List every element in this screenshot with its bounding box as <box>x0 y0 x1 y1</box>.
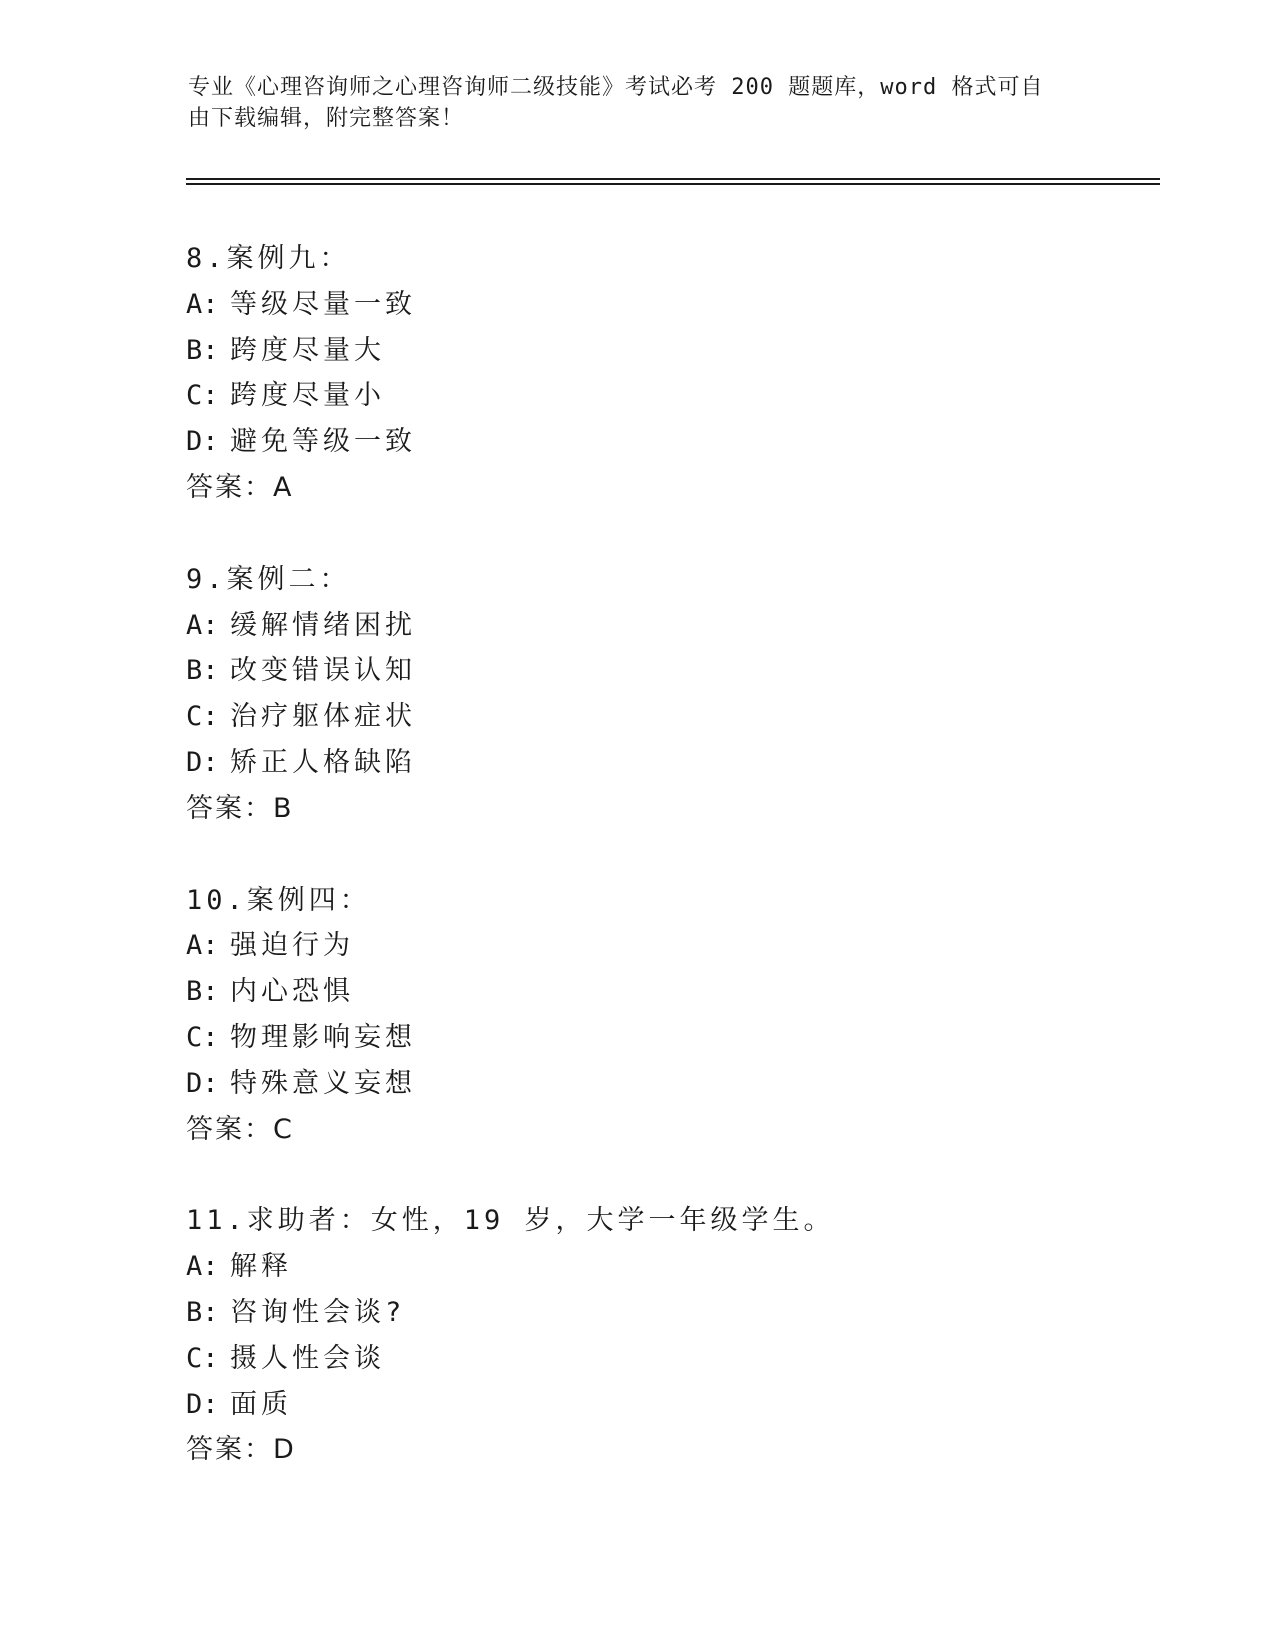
option-letter: D: <box>186 746 219 778</box>
option-text: 特殊意义妄想 <box>230 1067 416 1099</box>
option-letter: B: <box>186 1296 219 1328</box>
option-letter: D: <box>186 426 219 458</box>
option-b <box>186 328 1086 374</box>
header-line-2: 由下载编辑，附完整答案！ <box>188 106 465 131</box>
option-text: 内心恐惧 <box>230 976 354 1008</box>
option-text: 解释 <box>230 1251 292 1283</box>
option-text: 避免等级一致 <box>230 426 416 458</box>
option-letter: C: <box>186 701 219 733</box>
option-text: 强迫行为 <box>230 930 354 962</box>
option-a <box>186 603 1086 649</box>
question-8 <box>186 236 1086 511</box>
option-letter: B: <box>186 655 219 687</box>
header-divider-bottom <box>186 183 1160 185</box>
question-list <box>186 236 1086 1519</box>
option-text: 改变错误认知 <box>230 655 416 687</box>
answer-line: 答案：A <box>186 471 294 503</box>
option-text: 跨度尽量小 <box>230 380 385 412</box>
option-letter: D: <box>186 1067 219 1099</box>
question-10 <box>186 878 1086 1153</box>
option-letter: C: <box>186 1021 219 1053</box>
option-c <box>186 373 1086 419</box>
option-d <box>186 419 1086 465</box>
option-text: 治疗躯体症状 <box>230 701 416 733</box>
answer-line: 答案：C <box>186 1113 294 1145</box>
question-9 <box>186 557 1086 832</box>
option-b <box>186 1290 1086 1336</box>
question-stem: 8.案例九： <box>186 243 351 274</box>
option-d <box>186 1382 1086 1428</box>
option-d <box>186 1061 1086 1107</box>
option-letter: B: <box>186 976 219 1008</box>
option-text: 矫正人格缺陷 <box>230 746 416 778</box>
header-line-1: 专业《心理咨询师之心理咨询师二级技能》考试必考 200 题题库，word 格式可自 <box>188 75 1044 100</box>
question-11 <box>186 1198 1086 1473</box>
question-stem: 10.案例四： <box>186 884 371 916</box>
document-header <box>188 72 1068 134</box>
option-text: 物理影响妄想 <box>230 1021 416 1053</box>
option-letter: C: <box>186 380 219 412</box>
option-text: 咨询性会谈? <box>230 1296 406 1328</box>
option-a <box>186 923 1086 969</box>
answer-line: 答案：D <box>186 1434 296 1466</box>
option-letter: A: <box>186 609 219 641</box>
option-letter: C: <box>186 1342 219 1374</box>
option-text: 跨度尽量大 <box>230 334 385 366</box>
question-stem: 11.求助者：女性，19 岁，大学一年级学生。 <box>186 1205 835 1237</box>
option-text: 面质 <box>230 1388 292 1420</box>
option-text: 等级尽量一致 <box>230 288 416 320</box>
option-letter: A: <box>186 1251 219 1283</box>
option-letter: D: <box>186 1388 219 1420</box>
option-c <box>186 1015 1086 1061</box>
option-text: 缓解情绪困扰 <box>230 609 416 641</box>
answer-line: 答案：B <box>186 792 294 824</box>
option-c <box>186 1336 1086 1382</box>
option-a <box>186 1244 1086 1290</box>
header-divider-top <box>186 178 1160 180</box>
option-c <box>186 694 1086 740</box>
option-letter: A: <box>186 930 219 962</box>
option-letter: A: <box>186 288 219 320</box>
option-b <box>186 648 1086 694</box>
option-a <box>186 282 1086 328</box>
option-b <box>186 969 1086 1015</box>
option-text: 摄人性会谈 <box>230 1342 385 1374</box>
question-stem: 9.案例二： <box>186 563 351 595</box>
option-letter: B: <box>186 334 219 366</box>
option-d <box>186 740 1086 786</box>
